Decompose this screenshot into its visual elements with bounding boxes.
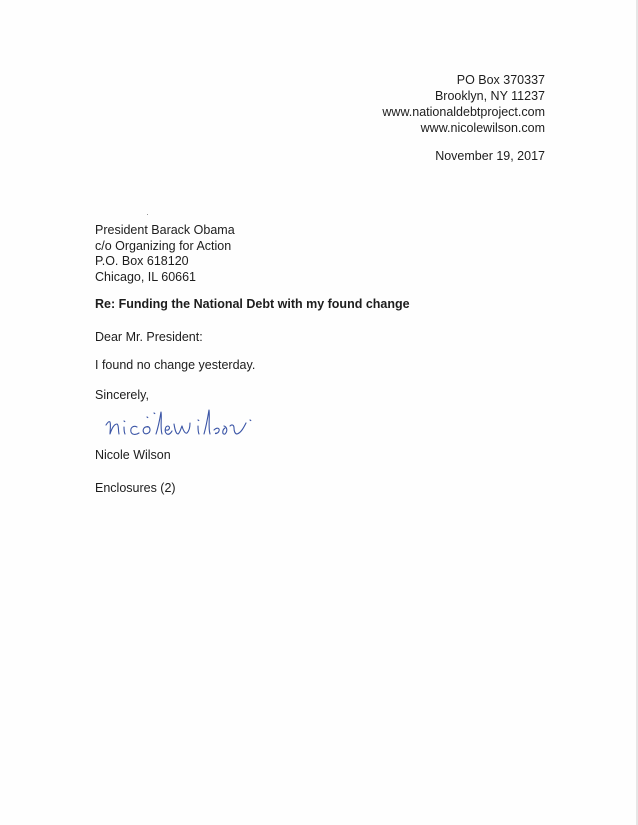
sender-address-block [382, 72, 545, 136]
subject-line: Re: Funding the National Debt with my found change [95, 297, 410, 311]
closing: Sincerely, [95, 388, 149, 402]
recipient-po-box: P.O. Box 618120 [95, 254, 189, 268]
handwritten-signature [104, 400, 264, 444]
scan-speck [147, 214, 148, 215]
recipient-address-block [95, 223, 235, 285]
sender-city-state-zip: Brooklyn, NY 11237 [434, 89, 545, 103]
salutation: Dear Mr. President: [95, 330, 203, 344]
sender-website-2: www.nicolewilson.com [420, 121, 545, 135]
letter-date: November 19, 2017 [435, 149, 545, 163]
recipient-name: President Barack Obama [95, 223, 235, 237]
signer-name: Nicole Wilson [95, 448, 171, 462]
sender-website-1: www.nationaldebtproject.com [382, 105, 545, 119]
recipient-care-of: c/o Organizing for Action [95, 238, 232, 253]
sender-po-box: PO Box 370337 [456, 73, 545, 87]
recipient-city-state-zip: Chicago, IL 60661 [95, 269, 197, 284]
letter-body: I found no change yesterday. [95, 358, 256, 372]
enclosures-note: Enclosures (2) [95, 481, 176, 495]
